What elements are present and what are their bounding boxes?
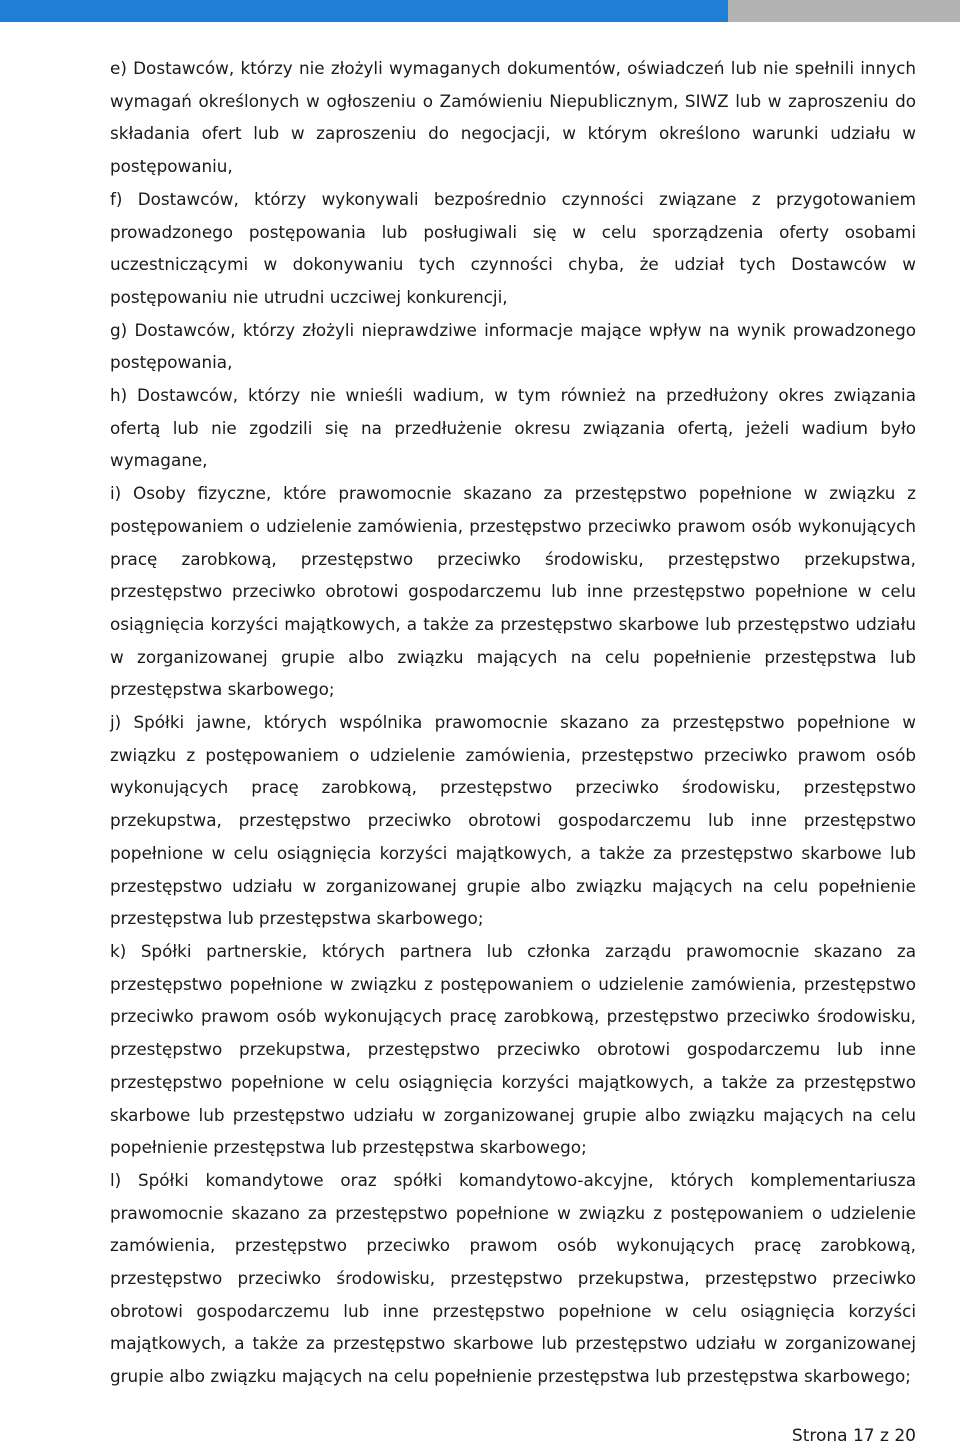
paragraph-j: j) Spółki jawne, których wspólnika prawomocnie skazano za przestępstwo popełnione w związku z postępowaniem o udzielenie zamówienia, przestępstwo przeciwko prawom osób wykonujących pracę zarobkową, przestępstwo przeciwko środowisku, przestępstwo przekupstwa, przestępstwo przeciwko obrotowi gospodarczemu lub inne przestępstwo popełnione w celu osiągnięcia korzyści majątkowych, a także za przestępstwo skarbowe lub przestępstwo udziału w zorganizowanej grupie albo związku mających na celu popełnienie przestępstwa lub przestępstwa skarbowego; [110,712,916,929]
paragraph-l: l) Spółki komandytowe oraz spółki komandytowo-akcyjne, których komplementariusza prawomocnie skazano za przestępstwo popełnione w związku z postępowaniem o udzielenie zamówienia, przestępstwo przeciwko prawom osób wykonujących pracę zarobkową, przestępstwo przeciwko środowisku, przestępstwo przekupstwa, przestępstwo przeciwko obrotowi gospodarczemu lub inne przestępstwo popełnione w celu osiągnięcia korzyści majątkowych, a także za przestępstwo skarbowe lub przestępstwo udziału w zorganizowanej grupie albo związku mających na celu popełnienie przestępstwa lub przestępstwa skarbowego; [110,1169,916,1387]
header-bar [0,0,960,22]
header-bar-accent [0,0,728,22]
paragraph-h: h) Dostawców, którzy nie wnieśli wadium, w tym również na przedłużony okres związania ofertą lub nie zgodzili się na przedłużenie okresu związania ofertą, jeżeli wadium było wymagane, [110,385,916,471]
paragraph-f: f) Dostawców, którzy wykonywali bezpośrednio czynności związane z przygotowaniem prowadzonego postępowania lub posługiwali się w celu sporządzenia oferty osobami uczestniczącymi w dokonywaniu tych czynności chyba, że udział tych Dostawców w postępowaniu nie utrudni uczciwej konkurencji, [110,188,916,307]
paragraph-g: g) Dostawców, którzy złożyli nieprawdziwe informacje mające wpływ na wynik prowadzonego postępowania, [110,319,916,373]
paragraph-e: e) Dostawców, którzy nie złożyli wymaganych dokumentów, oświadczeń lub nie spełnili innych wymagań określonych w ogłoszeniu o Zamówieniu Niepublicznym, SIWZ lub w zaproszeniu do składania ofert lub w zaproszeniu do negocjacji, w którym określono warunki udziału w postępowaniu, [110,58,916,177]
paragraph-i: i) Osoby fizyczne, które prawomocnie skazano za przestępstwo popełnione w związku z postępowaniem o udzielenie zamówienia, przestępstwo przeciwko prawom osób wykonujących pracę zarobkową, przestępstwo przeciwko środowisku, przestępstwo przekupstwa, przestępstwo przeciwko obrotowi gospodarczemu lub inne przestępstwo popełnione w celu osiągnięcia korzyści majątkowych, a także za przestępstwo skarbowe lub przestępstwo udziału w zorganizowanej grupie albo związku mających na celu popełnienie przestępstwa lub przestępstwa skarbowego; [110,483,916,700]
document-body [110,52,916,1393]
paragraph-k: k) Spółki partnerskie, których partnera lub członka zarządu prawomocnie skazano za przestępstwo popełnione w związku z postępowaniem o udzielenie zamówienia, przestępstwo przeciwko prawom osób wykonujących pracę zarobkową, przestępstwo przeciwko środowisku, przestępstwo przekupstwa, przestępstwo przeciwko obrotowi gospodarczemu lub inne przestępstwo popełnione w celu osiągnięcia korzyści majątkowych, a także za przestępstwo skarbowe lub przestępstwo udziału w zorganizowanej grupie albo związku mających na celu popełnienie przestępstwa lub przestępstwa skarbowego; [110,940,916,1158]
header-bar-secondary [728,0,960,22]
page-number: Strona 17 z 20 [791,1426,916,1446]
